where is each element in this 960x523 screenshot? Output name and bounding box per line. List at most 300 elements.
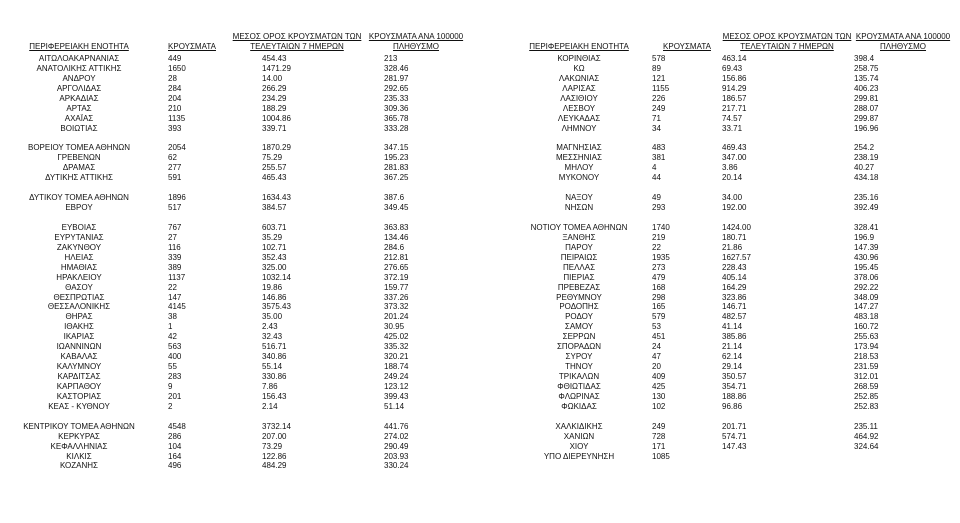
table-row (0, 213, 480, 223)
avg7-cell: 180.71 (722, 232, 747, 242)
region-cell: ΑΙΤΩΛΟΑΚΑΡΝΑΝΙΑΣ (38, 54, 120, 63)
avg7-cell: 463.14 (722, 54, 747, 63)
table-row (480, 293, 960, 303)
per100k-cell: 349.45 (384, 203, 409, 213)
avg7-cell: 29.14 (722, 362, 743, 372)
cases-cell: 42 (168, 332, 177, 342)
avg7-cell: 192.00 (722, 203, 747, 213)
table-row (480, 253, 960, 263)
per100k-cell: 252.85 (854, 391, 879, 401)
avg7-cell: 7.86 (262, 381, 278, 391)
avg7-cell: 228.43 (722, 262, 747, 272)
avg7-cell: 20.14 (722, 173, 743, 183)
region-cell: ΔΥΤΙΚΗΣ ΑΤΤΙΚΗΣ (45, 173, 113, 183)
table-row (480, 173, 960, 183)
region-cell: ΛΗΜΝΟΥ (561, 123, 597, 133)
cases-cell: 168 (652, 282, 666, 292)
avg7-cell: 3732.14 (262, 421, 291, 431)
table-row (480, 124, 960, 134)
cases-cell: 38 (168, 312, 177, 322)
cases-cell: 20 (652, 362, 661, 372)
cases-cell: 62 (168, 153, 177, 163)
table-row (0, 153, 480, 163)
region-cell: ΧΑΛΚΙΔΙΚΗΣ (555, 421, 603, 431)
region-cell: ΤΗΝΟΥ (565, 362, 593, 372)
avg7-cell: 34.00 (722, 193, 743, 203)
region-cell: ΝΗΣΩΝ (564, 203, 594, 213)
per100k-cell: 135.74 (854, 73, 879, 83)
cases-cell: 483 (652, 143, 666, 153)
region-cell: ΚΕΡΚΥΡΑΣ (58, 431, 100, 441)
cases-cell: 226 (652, 93, 666, 103)
per100k-cell: 258.75 (854, 63, 879, 73)
table-row (480, 143, 960, 153)
region-cell: ΣΥΡΟΥ (565, 352, 593, 362)
region-cell: ΘΕΣΣΑΛΟΝΙΚΗΣ (47, 302, 111, 312)
region-cell: ΝΟΤΙΟΥ ΤΟΜΕΑ ΑΘΗΝΩΝ (530, 222, 628, 232)
cases-cell: 4548 (168, 421, 186, 431)
region-cell: ΘΕΣΠΡΩΤΙΑΣ (53, 292, 105, 302)
avg7-cell: 21.86 (722, 242, 743, 252)
region-cell: ΙΘΑΚΗΣ (64, 322, 94, 332)
cases-cell: 201 (168, 391, 182, 401)
table-row (0, 442, 480, 452)
header-per100k-left: ΚΡΟΥΣΜΑΤΑ ΑΝΑ 100000 ΠΛΗΘΥΣΜΟ (368, 32, 464, 51)
table-row (480, 302, 960, 312)
cases-cell: 409 (652, 372, 666, 381)
right-table-column (480, 54, 960, 461)
table-row (480, 243, 960, 253)
table-row (0, 402, 480, 412)
table-row (480, 283, 960, 293)
avg7-cell: 146.86 (262, 292, 287, 302)
table-row (0, 173, 480, 183)
avg7-cell: 14.00 (262, 73, 283, 83)
table-row (480, 352, 960, 362)
table-row (0, 114, 480, 124)
per100k-cell: 235.16 (854, 193, 879, 203)
table-row (0, 253, 480, 263)
table-row (480, 432, 960, 442)
table-row (480, 54, 960, 64)
per100k-cell: 281.83 (384, 163, 409, 173)
table-row (480, 64, 960, 74)
cases-cell: 283 (168, 372, 182, 381)
avg7-cell: 325.00 (262, 262, 287, 272)
cases-cell: 121 (652, 73, 666, 83)
cases-cell: 277 (168, 163, 182, 173)
table-row (0, 342, 480, 352)
table-row (480, 392, 960, 402)
avg7-cell: 384.57 (262, 203, 287, 213)
avg7-cell: 73.29 (262, 441, 283, 451)
avg7-cell: 454.43 (262, 54, 287, 63)
avg7-cell: 33.71 (722, 123, 743, 133)
per100k-cell: 398.4 (854, 54, 875, 63)
table-row (480, 273, 960, 283)
cases-cell: 104 (168, 441, 182, 451)
table-row (0, 452, 480, 462)
per100k-cell: 218.53 (854, 352, 879, 362)
cases-cell: 1155 (652, 83, 670, 93)
per100k-cell: 299.87 (854, 113, 879, 123)
table-row (0, 54, 480, 64)
per100k-cell: 425.02 (384, 332, 409, 342)
per100k-cell: 348.09 (854, 292, 879, 302)
region-cell: ΕΥΒΟΙΑΣ (61, 222, 97, 232)
cases-cell: 393 (168, 123, 182, 133)
table-row (480, 84, 960, 94)
cases-cell: 249 (652, 103, 666, 113)
header-cases-right: ΚΡΟΥΣΜΑΤΑ (663, 42, 711, 51)
region-cell: ΗΛΕΙΑΣ (64, 252, 94, 262)
region-cell: ΦΘΙΩΤΙΔΑΣ (557, 381, 601, 391)
cases-cell: 1085 (652, 451, 670, 461)
cases-cell: 767 (168, 222, 182, 232)
cases-cell: 53 (652, 322, 661, 332)
table-row (480, 342, 960, 352)
per100k-cell: 365.78 (384, 113, 409, 123)
table-row (0, 322, 480, 332)
cases-cell: 28 (168, 73, 177, 83)
table-row (480, 94, 960, 104)
region-cell: ΞΑΝΘΗΣ (562, 232, 596, 242)
avg7-cell: 2.43 (262, 322, 278, 332)
region-cell: ΚΑΛΥΜΝΟΥ (56, 362, 102, 372)
avg7-cell: 3575.43 (262, 302, 291, 312)
per100k-cell: 231.59 (854, 362, 879, 372)
table-row (480, 322, 960, 332)
table-row (0, 332, 480, 342)
region-cell: ΠΡΕΒΕΖΑΣ (557, 282, 601, 292)
region-cell: ΠΙΕΡΙΑΣ (563, 272, 595, 282)
avg7-cell: 19.86 (262, 282, 283, 292)
avg7-cell: 482.57 (722, 312, 747, 322)
avg7-cell: 69.43 (722, 63, 743, 73)
per100k-cell: 196.9 (854, 232, 875, 242)
per100k-cell: 399.43 (384, 391, 409, 401)
table-row (0, 461, 480, 471)
per100k-cell: 292.22 (854, 282, 879, 292)
table-row (0, 392, 480, 402)
cases-cell: 34 (652, 123, 661, 133)
per100k-cell: 330.24 (384, 461, 409, 471)
avg7-cell: 96.86 (722, 401, 743, 411)
header-avg7-right: ΜΕΣΟΣ ΟΡΟΣ ΚΡΟΥΣΜΑΤΩΝ ΤΩΝ ΤΕΛΕΥΤΑΙΩΝ 7 ΗΜΕΡΩΝ (722, 32, 852, 51)
table-row (0, 223, 480, 233)
region-cell: ΑΧΑΪΑΣ (64, 113, 94, 123)
region-cell: ΑΝΔΡΟΥ (62, 73, 96, 83)
region-cell: ΝΑΞΟΥ (565, 193, 593, 203)
avg7-cell: 465.43 (262, 173, 287, 183)
per100k-cell: 159.77 (384, 282, 409, 292)
region-cell: ΣΠΟΡΑΔΩΝ (556, 342, 602, 352)
region-cell: ΛΕΥΚΑΔΑΣ (557, 113, 601, 123)
region-cell: ΛΕΣΒΟΥ (562, 103, 596, 113)
region-cell: ΖΑΚΥΝΘΟΥ (56, 242, 102, 252)
per100k-cell: 373.32 (384, 302, 409, 312)
table-row (480, 223, 960, 233)
cases-cell: 579 (652, 312, 666, 322)
cases-cell: 381 (652, 153, 666, 163)
per100k-cell: 40.27 (854, 163, 875, 173)
region-cell: ΣΕΡΡΩΝ (562, 332, 596, 342)
per100k-cell: 309.36 (384, 103, 409, 113)
table-row (480, 114, 960, 124)
cases-cell: 728 (652, 431, 666, 441)
per100k-cell: 372.19 (384, 272, 409, 282)
table-row (0, 422, 480, 432)
table-row (480, 402, 960, 412)
header-avg7-left: ΜΕΣΟΣ ΟΡΟΣ ΚΡΟΥΣΜΑΤΩΝ ΤΩΝ ΤΕΛΕΥΤΑΙΩΝ 7 ΗΜΕΡΩΝ (232, 32, 362, 51)
region-cell: ΧΙΟΥ (569, 441, 589, 451)
avg7-cell: 1471.29 (262, 63, 291, 73)
avg7-cell: 350.57 (722, 372, 747, 381)
per100k-cell: 292.65 (384, 83, 409, 93)
cases-cell: 293 (652, 203, 666, 213)
per100k-cell: 188.74 (384, 362, 409, 372)
avg7-cell: 74.57 (722, 113, 743, 123)
per100k-cell: 238.19 (854, 153, 879, 163)
region-cell: ΛΑΚΩΝΙΑΣ (558, 73, 600, 83)
table-row (0, 432, 480, 442)
avg7-cell: 188.86 (722, 391, 747, 401)
avg7-cell: 574.71 (722, 431, 747, 441)
table-row (480, 183, 960, 193)
region-cell: ΚΟΖΑΝΗΣ (59, 461, 99, 471)
per100k-cell: 173.94 (854, 342, 879, 352)
cases-cell: 2 (168, 401, 173, 411)
cases-cell: 1135 (168, 113, 186, 123)
per100k-cell: 134.46 (384, 232, 409, 242)
cases-cell: 286 (168, 431, 182, 441)
per100k-cell: 160.72 (854, 322, 879, 332)
avg7-cell: 603.71 (262, 222, 287, 232)
region-cell: ΑΡΤΑΣ (66, 103, 92, 113)
table-row (480, 74, 960, 84)
avg7-cell: 186.57 (722, 93, 747, 103)
region-cell: ΡΕΘΥΜΝΟΥ (556, 292, 602, 302)
table-row (480, 203, 960, 213)
cases-cell: 1137 (168, 272, 186, 282)
avg7-cell: 1634.43 (262, 193, 291, 203)
table-row (0, 273, 480, 283)
cases-cell: 22 (168, 282, 177, 292)
per100k-cell: 252.83 (854, 401, 879, 411)
per100k-cell: 30.95 (384, 322, 405, 332)
region-cell: ΜΑΓΝΗΣΙΑΣ (556, 143, 602, 153)
avg7-cell: 207.00 (262, 431, 287, 441)
cases-cell: 389 (168, 262, 182, 272)
table-row (0, 193, 480, 203)
region-cell: ΒΟΡΕΙΟΥ ΤΟΜΕΑ ΑΘΗΝΩΝ (27, 143, 131, 153)
table-row (0, 293, 480, 303)
table-row (0, 263, 480, 273)
avg7-cell: 156.86 (722, 73, 747, 83)
cases-cell: 563 (168, 342, 182, 352)
table-row (480, 312, 960, 322)
per100k-cell: 335.32 (384, 342, 409, 352)
avg7-cell: 385.86 (722, 332, 747, 342)
cases-cell: 210 (168, 103, 182, 113)
cases-cell: 449 (168, 54, 182, 63)
table-row (480, 332, 960, 342)
per100k-cell: 378.06 (854, 272, 879, 282)
per100k-cell: 213 (384, 54, 398, 63)
per100k-cell: 406.23 (854, 83, 879, 93)
left-table-column (0, 54, 480, 471)
avg7-cell: 147.43 (722, 441, 747, 451)
cases-cell: 273 (652, 262, 666, 272)
table-row (0, 203, 480, 213)
per100k-cell: 284.6 (384, 242, 405, 252)
avg7-cell: 1032.14 (262, 272, 291, 282)
avg7-cell: 266.29 (262, 83, 287, 93)
per100k-cell: 51.14 (384, 401, 405, 411)
avg7-cell: 201.71 (722, 421, 747, 431)
cases-cell: 1 (168, 322, 173, 332)
cases-cell: 425 (652, 381, 666, 391)
avg7-cell: 330.86 (262, 372, 287, 381)
per100k-cell: 201.24 (384, 312, 409, 322)
region-cell: ΚΑΡΔΙΤΣΑΣ (57, 372, 101, 381)
per100k-cell: 195.23 (384, 153, 409, 163)
region-cell: ΦΩΚΙΔΑΣ (561, 401, 597, 411)
table-row (0, 143, 480, 153)
avg7-cell: 1870.29 (262, 143, 291, 153)
cases-cell: 102 (652, 401, 666, 411)
region-cell: ΚΟΡΙΝΘΙΑΣ (557, 54, 601, 63)
avg7-cell: 340.86 (262, 352, 287, 362)
region-cell: ΜΥΚΟΝΟΥ (558, 173, 600, 183)
per100k-cell: 147.27 (854, 302, 879, 312)
region-cell: ΑΡΚΑΔΙΑΣ (59, 93, 99, 103)
table-row (480, 412, 960, 422)
avg7-cell: 188.29 (262, 103, 287, 113)
avg7-cell: 35.00 (262, 312, 283, 322)
cases-cell: 1740 (652, 222, 670, 232)
per100k-cell: 196.96 (854, 123, 879, 133)
avg7-cell: 32.43 (262, 332, 283, 342)
avg7-cell: 516.71 (262, 342, 287, 352)
table-row (480, 104, 960, 114)
avg7-cell: 405.14 (722, 272, 747, 282)
region-cell: ΗΜΑΘΙΑΣ (60, 262, 98, 272)
region-cell: ΔΥΤΙΚΟΥ ΤΟΜΕΑ ΑΘΗΝΩΝ (29, 193, 129, 203)
region-cell: ΚΕΦΑΛΛΗΝΙΑΣ (50, 441, 108, 451)
per100k-cell: 320.21 (384, 352, 409, 362)
table-row (480, 452, 960, 462)
per100k-cell: 203.93 (384, 451, 409, 461)
avg7-cell: 1627.57 (722, 252, 751, 262)
region-cell: ΠΕΛΛΑΣ (562, 262, 596, 272)
cases-cell: 22 (652, 242, 661, 252)
avg7-cell: 469.43 (722, 143, 747, 153)
avg7-cell: 55.14 (262, 362, 283, 372)
table-header (0, 4, 960, 52)
per100k-cell: 333.28 (384, 123, 409, 133)
cases-cell: 164 (168, 451, 182, 461)
per100k-cell: 347.15 (384, 143, 409, 153)
header-cases-left: ΚΡΟΥΣΜΑΤΑ (168, 42, 216, 51)
cases-cell: 517 (168, 203, 182, 213)
table-row (480, 422, 960, 432)
per100k-cell: 441.76 (384, 421, 409, 431)
avg7-cell: 3.86 (722, 163, 738, 173)
cases-cell: 4145 (168, 302, 186, 312)
region-cell: ΙΩΑΝΝΙΝΩΝ (56, 342, 102, 352)
region-cell: ΜΗΛΟΥ (564, 163, 594, 173)
cases-cell: 451 (652, 332, 666, 342)
per100k-cell: 328.41 (854, 222, 879, 232)
table-row (0, 134, 480, 144)
per100k-cell: 235.33 (384, 93, 409, 103)
cases-cell: 496 (168, 461, 182, 471)
avg7-cell: 914.29 (722, 83, 747, 93)
table-row (0, 74, 480, 84)
region-cell: ΚΙΛΚΙΣ (66, 451, 92, 461)
table-row (0, 362, 480, 372)
avg7-cell: 21.14 (722, 342, 743, 352)
per100k-cell: 367.25 (384, 173, 409, 183)
cases-cell: 591 (168, 173, 182, 183)
per100k-cell: 274.02 (384, 431, 409, 441)
region-cell: ΛΑΣΙΘΙΟΥ (560, 93, 598, 103)
table-row (480, 233, 960, 243)
avg7-cell: 62.14 (722, 352, 743, 362)
avg7-cell: 323.86 (722, 292, 747, 302)
per100k-cell: 288.07 (854, 103, 879, 113)
per100k-cell: 123.12 (384, 381, 409, 391)
avg7-cell: 41.14 (722, 322, 743, 332)
region-cell: ΚΩ (573, 63, 585, 73)
table-row (480, 362, 960, 372)
region-cell: ΣΑΜΟΥ (564, 322, 594, 332)
avg7-cell: 339.71 (262, 123, 287, 133)
cases-cell: 71 (652, 113, 661, 123)
region-cell: ΥΠΟ ΔΙΕΡΕΥΝΗΣΗ (543, 451, 615, 461)
region-cell: ΧΑΝΙΩΝ (563, 431, 595, 441)
region-cell: ΚΑΒΑΛΑΣ (60, 352, 98, 362)
cases-cell: 400 (168, 352, 182, 362)
table-row (480, 263, 960, 273)
region-cell: ΗΡΑΚΛΕΙΟΥ (56, 272, 102, 282)
avg7-cell: 146.71 (722, 302, 747, 312)
table-row (0, 382, 480, 392)
header-per100k-right: ΚΡΟΥΣΜΑΤΑ ΑΝΑ 100000 ΠΛΗΘΥΣΜΟ (855, 32, 951, 51)
avg7-cell: 102.71 (262, 242, 287, 252)
region-cell: ΠΑΡΟΥ (565, 242, 593, 252)
cases-cell: 4 (652, 163, 657, 173)
avg7-cell: 75.29 (262, 153, 283, 163)
avg7-cell: 484.29 (262, 461, 287, 471)
per100k-cell: 147.39 (854, 242, 879, 252)
cases-cell: 24 (652, 342, 661, 352)
region-cell: ΚΕΝΤΡΙΚΟΥ ΤΟΜΕΑ ΑΘΗΝΩΝ (23, 421, 135, 431)
avg7-cell: 352.43 (262, 252, 287, 262)
cases-cell: 339 (168, 252, 182, 262)
avg7-cell: 234.29 (262, 93, 287, 103)
table-row (480, 372, 960, 382)
region-cell: ΕΒΡΟΥ (65, 203, 93, 213)
header-region-left: ΠΕΡΙΦΕΡΕΙΑΚΗ ΕΝΟΤΗΤΑ (29, 42, 129, 51)
table-row (0, 233, 480, 243)
table-row (0, 312, 480, 322)
cases-cell: 578 (652, 54, 666, 63)
table-row (480, 153, 960, 163)
cases-cell: 165 (652, 302, 666, 312)
per100k-cell: 299.81 (854, 93, 879, 103)
